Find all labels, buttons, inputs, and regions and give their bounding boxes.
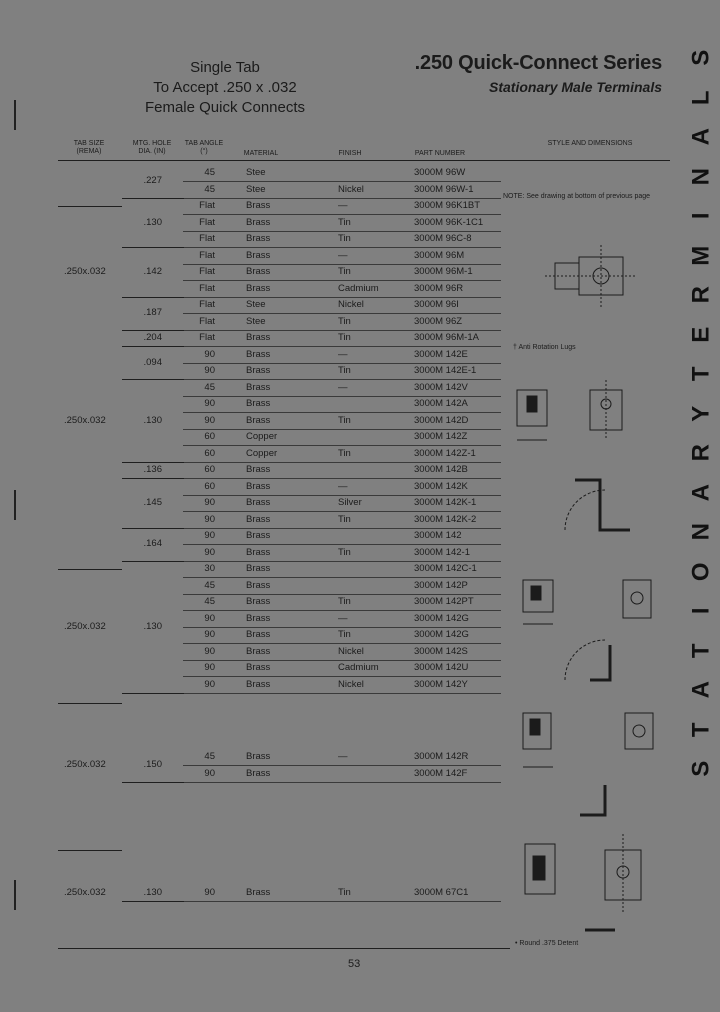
side-letter: T (687, 721, 715, 737)
cell-tab-size: .250x.032 (64, 759, 106, 771)
cell-finish: — (338, 348, 348, 360)
cell-material: Stee (246, 183, 266, 195)
cell-angle: Flat (199, 315, 215, 327)
cell-material: Brass (246, 216, 271, 228)
cell-finish: Cadmium (338, 662, 379, 673)
group-rule (122, 561, 184, 562)
cell-finish: Tin (338, 332, 351, 343)
cell-mtg-hole: .145 (143, 497, 162, 508)
cell-part-number: 3000M 142U (414, 662, 469, 673)
cell-material: Brass (246, 596, 271, 607)
cell-material: Brass (246, 612, 271, 624)
terminal-drawing-45 (505, 705, 655, 825)
cell-part-number: 3000M 96Z (414, 315, 463, 327)
cell-angle: 90 (204, 887, 215, 898)
cell-finish: Tin (338, 233, 351, 244)
cell-material: Brass (246, 365, 271, 376)
left-title-line-1: Single Tab (190, 59, 260, 76)
cell-part-number: 3000M 142V (414, 381, 468, 393)
cell-part-number: 3000M 142G (414, 629, 469, 640)
cell-material: Brass (246, 497, 271, 508)
cell-angle: 90 (204, 398, 215, 409)
cell-part-number: 3000M 96I (414, 299, 459, 310)
cell-material: Brass (246, 513, 271, 525)
group-rule (122, 346, 184, 347)
cell-material: Brass (246, 266, 271, 277)
cell-angle: 45 (204, 381, 215, 393)
side-letter: I (687, 212, 715, 220)
cell-part-number: 3000M 96W-1 (414, 183, 474, 195)
cell-angle: 45 (204, 167, 215, 178)
row-rule (183, 901, 501, 902)
side-letter: N (687, 523, 715, 541)
cell-material: Brass (246, 249, 271, 261)
cell-finish: Tin (338, 887, 351, 898)
cell-part-number: 3000M 142Y (414, 678, 468, 690)
note-anti-rotation: † Anti Rotation Lugs (513, 344, 576, 351)
cell-part-number: 3000M 142C-1 (414, 563, 477, 574)
cell-angle: 45 (204, 751, 215, 762)
cell-angle: Flat (199, 282, 215, 294)
cell-finish: Tin (338, 414, 351, 426)
cell-angle: 90 (204, 678, 215, 690)
cell-part-number: 3000M 96C-8 (414, 233, 472, 244)
col-style: STYLE AND DIMENSIONS (547, 140, 633, 147)
cell-part-number: 3000M 142E (414, 348, 468, 360)
group-rule (122, 198, 184, 199)
cell-material: Brass (246, 200, 271, 211)
cell-part-number: 3000M 142PT (414, 596, 474, 607)
cell-part-number: 3000M 67C1 (414, 887, 469, 898)
cell-part-number: 3000M 142K-2 (414, 513, 477, 525)
cell-angle: 60 (204, 447, 215, 459)
cell-material: Brass (246, 645, 271, 657)
cell-material: Copper (246, 447, 278, 459)
header-rule (58, 160, 670, 161)
cell-material: Brass (246, 414, 271, 426)
cell-angle: 90 (204, 612, 215, 624)
row-rule (183, 782, 501, 783)
cell-angle: Flat (199, 200, 215, 211)
cell-tab-size: .250x.032 (64, 887, 106, 898)
left-title-block (95, 58, 355, 118)
cell-angle: Flat (199, 249, 215, 261)
cell-part-number: 3000M 142R (414, 751, 469, 762)
cell-finish: Tin (338, 546, 351, 558)
cell-angle: Flat (199, 216, 215, 228)
cell-part-number: 3000M 96M (414, 249, 465, 261)
cell-finish: — (338, 381, 348, 393)
col-part-number: PART NUMBER (414, 150, 466, 157)
group-rule (122, 782, 184, 783)
cell-material: Brass (246, 767, 271, 779)
cell-material: Brass (246, 282, 271, 294)
terminal-drawing-flat (545, 225, 665, 325)
cell-material: Brass (246, 348, 271, 360)
side-banner (686, 38, 716, 789)
series-title: .250 Quick-Connect Series (414, 52, 662, 74)
side-letter: L (687, 89, 715, 105)
cell-angle: 60 (204, 464, 215, 475)
cell-finish: — (338, 200, 348, 211)
cell-mtg-hole: .130 (143, 887, 162, 898)
cell-material: Stee (246, 299, 266, 310)
series-subtitle: Stationary Male Terminals (489, 79, 662, 95)
terminal-drawing-angle (505, 570, 655, 690)
page-number: 53 (348, 958, 361, 970)
cell-material: Brass (246, 332, 271, 343)
cell-finish: Tin (338, 596, 351, 607)
cell-finish: Tin (338, 513, 351, 525)
cell-part-number: 3000M 96M-1 (414, 266, 473, 277)
cell-part-number: 3000M 142S (414, 645, 468, 657)
group-rule (122, 297, 184, 298)
group-rule (122, 901, 184, 902)
section-rule (58, 569, 122, 570)
terminal-drawing-90 (505, 380, 655, 550)
cell-angle: 90 (204, 767, 215, 779)
col-mtg-hole: MTG. HOLE DIA. (IN) (132, 140, 172, 155)
side-letter: E (687, 326, 715, 343)
cell-angle: 90 (204, 365, 215, 376)
cell-angle: 60 (204, 431, 215, 442)
cell-part-number: 3000M 142A (414, 398, 468, 409)
side-letter: R (687, 444, 715, 462)
cell-mtg-hole: .142 (143, 266, 162, 277)
section-rule (58, 206, 122, 207)
cell-finish: Tin (338, 216, 351, 228)
cell-finish: Nickel (338, 299, 364, 310)
cell-material: Brass (246, 530, 271, 541)
cell-part-number: 3000M 142K (414, 480, 468, 492)
cell-angle: 90 (204, 530, 215, 541)
col-finish: FINISH (338, 150, 362, 157)
cell-material: Brass (246, 398, 271, 409)
cell-mtg-hole: .164 (143, 538, 162, 550)
group-rule (122, 693, 184, 694)
left-title-line-2: To Accept .250 x .032 (153, 79, 297, 96)
cell-part-number: 3000M 142B (414, 464, 468, 475)
cell-angle: 45 (204, 183, 215, 195)
cell-angle: Flat (199, 332, 215, 343)
cell-angle: 90 (204, 645, 215, 657)
margin-mark (14, 490, 16, 520)
side-letter: S (687, 760, 715, 777)
col-material: MATERIAL (243, 150, 279, 157)
cell-part-number: 3000M 142G (414, 612, 469, 624)
cell-angle: 90 (204, 348, 215, 360)
side-letter: M (687, 245, 715, 266)
cell-finish: — (338, 612, 348, 624)
side-letter: S (687, 49, 715, 66)
side-letter: I (687, 607, 715, 615)
cell-finish: Silver (338, 497, 362, 508)
cell-material: Brass (246, 751, 271, 762)
cell-material: Brass (246, 678, 271, 690)
cell-material: Brass (246, 629, 271, 640)
cell-material: Brass (246, 546, 271, 558)
cell-mtg-hole: .130 (143, 216, 162, 228)
cell-angle: 90 (204, 513, 215, 525)
cell-angle: 90 (204, 414, 215, 426)
cell-finish: — (338, 751, 348, 762)
cell-angle: 30 (204, 563, 215, 574)
footer-rule (58, 948, 510, 949)
cell-mtg-hole: .130 (143, 414, 162, 426)
cell-tab-size: .250x.032 (64, 414, 106, 426)
cell-finish: Tin (338, 266, 351, 277)
cell-part-number: 3000M 142E-1 (414, 365, 477, 376)
col-tab-angle: TAB ANGLE (°) (184, 140, 224, 155)
cell-finish: Tin (338, 629, 351, 640)
cell-material: Brass (246, 887, 271, 898)
terminal-drawing-detent (505, 830, 665, 940)
cell-part-number: 3000M 96W (414, 167, 466, 178)
cell-angle: 45 (204, 579, 215, 591)
group-rule (122, 247, 184, 248)
cell-angle: 90 (204, 662, 215, 673)
cell-material: Brass (246, 563, 271, 574)
side-letter: A (687, 483, 715, 501)
cell-part-number: 3000M 96K-1C1 (414, 216, 484, 228)
cell-part-number: 3000M 142Z (414, 431, 468, 442)
cell-tab-size: .250x.032 (64, 620, 106, 632)
cell-finish: Tin (338, 447, 351, 459)
cell-finish: Cadmium (338, 282, 379, 294)
margin-mark (14, 100, 16, 130)
group-rule (122, 478, 184, 479)
side-letter: Y (687, 405, 715, 422)
side-letter: A (687, 681, 715, 699)
cell-part-number: 3000M 142-1 (414, 546, 470, 558)
side-letter: T (687, 366, 715, 382)
cell-part-number: 3000M 96K1BT (414, 200, 481, 211)
cell-mtg-hole: .150 (143, 759, 162, 771)
cell-part-number: 3000M 142K-1 (414, 497, 477, 508)
row-rule (183, 693, 501, 694)
cell-material: Brass (246, 662, 271, 673)
side-letter: R (687, 286, 715, 304)
cell-part-number: 3000M 142 (414, 530, 462, 541)
cell-finish: Nickel (338, 645, 364, 657)
section-rule (58, 703, 122, 704)
cell-part-number: 3000M 96R (414, 282, 464, 294)
cell-finish: — (338, 480, 348, 492)
cell-part-number: 3000M 96M-1A (414, 332, 479, 343)
cell-finish: — (338, 249, 348, 261)
cell-material: Brass (246, 233, 271, 244)
cell-finish: Nickel (338, 183, 364, 195)
cell-angle: 45 (204, 596, 215, 607)
cell-material: Brass (246, 579, 271, 591)
series-title-block (415, 52, 662, 95)
cell-material: Stee (246, 167, 266, 178)
cell-angle: 90 (204, 546, 215, 558)
cell-mtg-hole: .136 (143, 464, 162, 475)
margin-mark (14, 880, 16, 910)
cell-material: Brass (246, 464, 271, 475)
cell-angle: 60 (204, 480, 215, 492)
side-letter: A (687, 128, 715, 146)
section-rule (58, 850, 122, 851)
cell-mtg-hole: .094 (143, 356, 162, 368)
group-rule (122, 528, 184, 529)
cell-mtg-hole: .227 (143, 175, 162, 187)
side-letter: T (687, 642, 715, 658)
left-title-line-3: Female Quick Connects (144, 99, 306, 116)
note-round-detent: • Round .375 Detent (515, 940, 579, 947)
cell-mtg-hole: .204 (143, 332, 162, 343)
side-letter: O (687, 561, 715, 581)
side-letter: N (687, 167, 715, 185)
cell-finish: Tin (338, 365, 351, 376)
cell-part-number: 3000M 142D (414, 414, 469, 426)
cell-finish: Nickel (338, 678, 364, 690)
cell-angle: Flat (199, 299, 215, 310)
cell-part-number: 3000M 142F (414, 767, 468, 779)
cell-mtg-hole: .187 (143, 307, 162, 319)
cell-angle: 90 (204, 629, 215, 640)
cell-material: Brass (246, 480, 271, 492)
cell-angle: Flat (199, 266, 215, 277)
cell-finish: Tin (338, 315, 351, 327)
cell-part-number: 3000M 142Z-1 (414, 447, 476, 459)
cell-tab-size: .250x.032 (64, 266, 106, 277)
cell-material: Brass (246, 381, 271, 393)
cell-material: Stee (246, 315, 266, 327)
cell-mtg-hole: .130 (143, 620, 162, 632)
group-rule (122, 379, 184, 380)
note-see-drawing: NOTE: See drawing at bottom of previous page (503, 193, 651, 200)
col-tab-size: TAB SIZE (REMA) (73, 140, 105, 155)
cell-angle: 90 (204, 497, 215, 508)
cell-material: Copper (246, 431, 278, 442)
cell-part-number: 3000M 142P (414, 579, 468, 591)
cell-angle: Flat (199, 233, 215, 244)
